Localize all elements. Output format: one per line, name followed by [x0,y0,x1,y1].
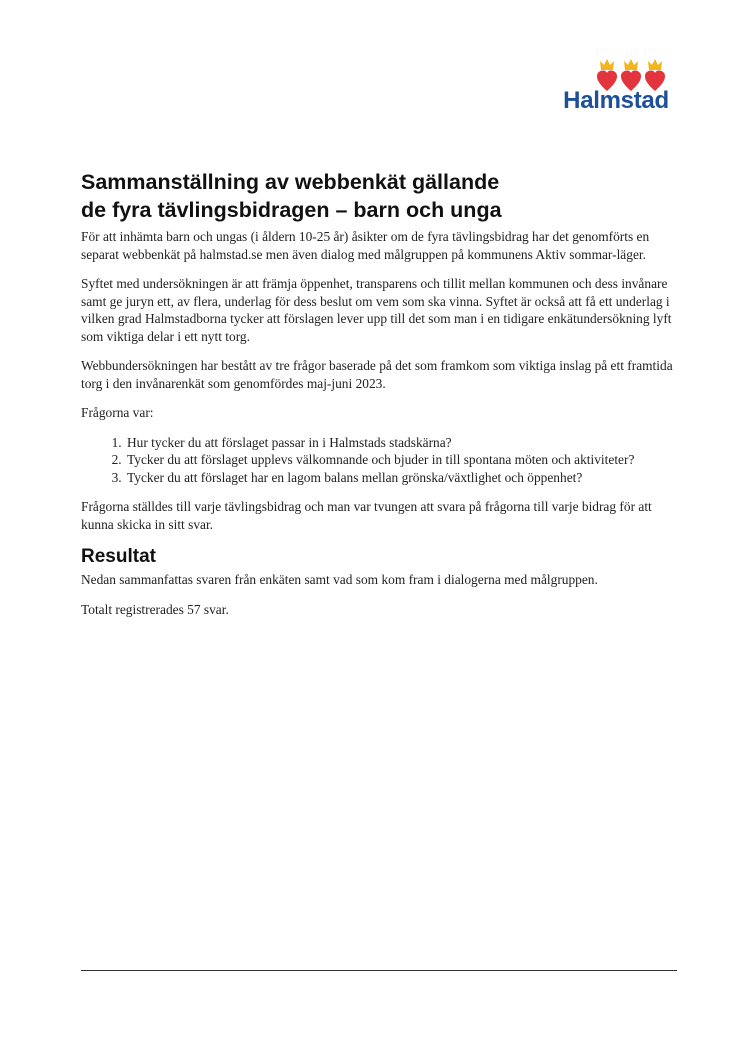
crown-icon [600,59,662,70]
document-body [81,168,677,630]
purpose-paragraph: Syftet med undersökningen är att främja öppenhet, transparens och tillit mellan kommunen och dess invånare samt ge juryn ett, av flera, underlag för dess beslut om vem som ska vinna. Syftet är också att få ett underlag i vilken grad Halmstadborna tycker att förslagen lever upp till det som man i en tidigare enkätundersökning lyft som viktiga delar i ett nytt torg. [81,276,672,344]
results-summary: Nedan sammanfattas svaren från enkäten samt vad som kom fram i dialogerna med målgruppen. [81,572,598,587]
questions-list [81,434,677,487]
list-item: 3. Tycker du att förslaget har en lagom balans mellan grönska/växtlighet och öppenhet? [125,469,677,487]
footer-divider [81,970,677,971]
mandatory-paragraph: Frågorna ställdes till varje tävlingsbidrag och man var tvungen att svara på frågorna till varje bidrag för att kunna skicka in sitt svar. [81,499,652,532]
logo-wordmark: Halmstad [563,87,669,114]
intro-paragraph: För att inhämta barn och ungas (i åldern 10-25 år) åsikter om de fyra tävlingsbidrag har det genomförts en separat webbenkät på halmstad.se men även dialog med målgruppen på kommunens Aktiv sommar-läger. [81,229,650,262]
questions-intro: Frågorna var: [81,405,154,420]
halmstad-logo [553,58,679,118]
results-total: Totalt registrerades 57 svar. [81,601,229,617]
page-title [81,168,677,224]
list-item: 1. Hur tycker du att förslaget passar in i Halmstads stadskärna? [125,434,677,452]
survey-paragraph: Webbundersökningen har bestått av tre frågor baserade på det som framkom som viktiga inslag på ett framtida torg i den invånarenkät som genomfördes maj-juni 2023. [81,358,673,391]
page-title-line-1: Sammanställning av webbenkät gällande [81,170,500,194]
results-heading: Resultat [81,546,156,567]
page-title-line-2: de fyra tävlingsbidragen – barn och unga [81,198,502,222]
list-item: 2. Tycker du att förslaget upplevs välkomnande och bjuder in till spontana möten och aktiviteter? [125,451,677,469]
